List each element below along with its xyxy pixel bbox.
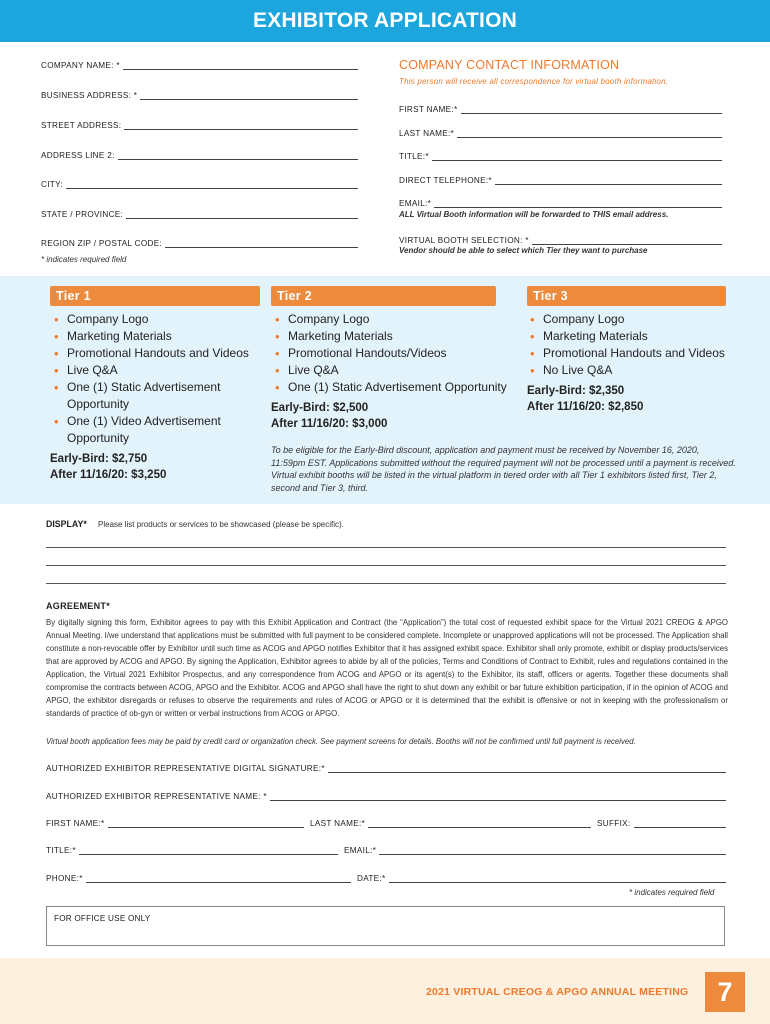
booth-selection-field[interactable] <box>399 233 722 245</box>
sig-first-name-field[interactable] <box>46 816 304 828</box>
display-label: DISPLAY* <box>46 519 87 529</box>
tier-3-early-bird-price: Early-Bird: $2,350 <box>527 385 625 397</box>
contact-title-field[interactable] <box>399 149 722 161</box>
sig-email-input-line[interactable] <box>379 847 726 855</box>
direct-telephone-input-line[interactable] <box>495 177 722 185</box>
address-line-2-field[interactable] <box>41 148 358 160</box>
state-province-field[interactable] <box>41 207 358 219</box>
address-line-2-input-line[interactable] <box>118 152 358 160</box>
street-address-label: STREET ADDRESS: <box>41 121 122 130</box>
tier-3-feature: • Marketing Materials <box>528 328 743 345</box>
sig-date-input-line[interactable] <box>389 875 727 883</box>
region-zip-field[interactable] <box>41 236 358 248</box>
tier-1-features <box>52 311 267 447</box>
page-number: 7 <box>705 972 745 1012</box>
contact-first-name-field[interactable] <box>399 102 722 114</box>
sig-title-input-line[interactable] <box>79 847 338 855</box>
signature-required-note: * indicates required field <box>629 888 715 897</box>
sig-date-label: DATE:* <box>357 874 386 883</box>
rep-name-field[interactable] <box>46 789 726 801</box>
company-name-label: COMPANY NAME: * <box>41 61 120 70</box>
business-address-label: BUSINESS ADDRESS: * <box>41 91 138 100</box>
sig-email-label: EMAIL:* <box>344 846 377 855</box>
tier-2-feature: • Marketing Materials <box>273 328 513 345</box>
tier-1-feature: • Company Logo <box>52 311 267 328</box>
contact-section-title: COMPANY CONTACT INFORMATION <box>399 58 620 72</box>
booth-selection-label: VIRTUAL BOOTH SELECTION: * <box>399 236 529 245</box>
street-address-field[interactable] <box>41 118 358 130</box>
tier-1-early-bird-price: Early-Bird: $2,750 <box>50 453 148 465</box>
contact-title-label: TITLE:* <box>399 152 429 161</box>
tier-1-badge: Tier 1 <box>50 286 260 306</box>
tier-1-feature: • Marketing Materials <box>52 328 267 345</box>
sig-phone-field[interactable] <box>46 871 351 883</box>
display-line-1[interactable] <box>46 547 726 548</box>
digital-signature-label: AUTHORIZED EXHIBITOR REPRESENTATIVE DIGITAL SIGNATURE:* <box>46 764 325 773</box>
tier-2-feature: • Live Q&A <box>273 362 513 379</box>
booth-selection-note: Vendor should be able to select which Tier they want to purchase <box>399 246 648 255</box>
tier-3-feature: • Company Logo <box>528 311 743 328</box>
sig-title-label: TITLE:* <box>46 846 76 855</box>
display-line-3[interactable] <box>46 583 726 584</box>
business-address-field[interactable] <box>41 88 358 100</box>
sig-suffix-field[interactable] <box>597 816 726 828</box>
tier-3-features <box>528 311 743 379</box>
email-note: ALL Virtual Booth information will be forwarded to THIS email address. <box>399 210 669 219</box>
city-input-line[interactable] <box>66 181 358 189</box>
booth-selection-input-line[interactable] <box>532 237 722 245</box>
rep-name-label: AUTHORIZED EXHIBITOR REPRESENTATIVE NAME: * <box>46 792 267 801</box>
rep-name-input-line[interactable] <box>270 793 726 801</box>
tier-2-badge: Tier 2 <box>271 286 496 306</box>
city-field[interactable] <box>41 177 358 189</box>
sig-title-field[interactable] <box>46 843 338 855</box>
direct-telephone-label: DIRECT TELEPHONE:* <box>399 176 492 185</box>
tier-1-feature: • One (1) Static Advertisement Opportunity <box>52 379 232 413</box>
contact-last-name-label: LAST NAME:* <box>399 129 455 138</box>
tier-3-badge: Tier 3 <box>527 286 726 306</box>
tier-2-feature: • Company Logo <box>273 311 513 328</box>
sig-phone-label: PHONE:* <box>46 874 83 883</box>
sig-phone-input-line[interactable] <box>86 875 351 883</box>
contact-first-name-label: FIRST NAME:* <box>399 105 458 114</box>
payment-note: Virtual booth application fees may be paid by credit card or organization check. See payment screens for details. Booths will not be confirmed until full payment is received. <box>46 737 636 746</box>
state-province-label: STATE / PROVINCE: <box>41 210 124 219</box>
contact-email-input-line[interactable] <box>434 200 722 208</box>
contact-last-name-input-line[interactable] <box>457 130 722 138</box>
address-line-2-label: ADDRESS LINE 2: <box>41 151 115 160</box>
page-title: EXHIBITOR APPLICATION <box>0 0 770 42</box>
contact-first-name-input-line[interactable] <box>461 106 723 114</box>
region-zip-label: REGION ZIP / POSTAL CODE: <box>41 239 163 248</box>
street-address-input-line[interactable] <box>124 122 358 130</box>
tier-2-feature: • Promotional Handouts/Videos <box>273 345 513 362</box>
sig-suffix-input-line[interactable] <box>634 820 727 828</box>
sig-first-name-label: FIRST NAME:* <box>46 819 105 828</box>
sig-email-field[interactable] <box>344 843 726 855</box>
sig-date-field[interactable] <box>357 871 726 883</box>
sig-last-name-label: LAST NAME:* <box>310 819 366 828</box>
contact-email-field[interactable] <box>399 196 722 208</box>
company-name-field[interactable] <box>41 58 358 70</box>
direct-telephone-field[interactable] <box>399 173 722 185</box>
early-bird-eligibility-note: To be eligible for the Early-Bird discount, application and payment must be received by November 16, 2020, 11:59pm EST. Applications submitted without the required payment will not be processed until a payment is received. Virtual exhibit booths will be listed in the virtual platform in tiered order with all Tier 1 exhibitors listed first, Tier 2, second and Tier 3, third. <box>271 445 736 493</box>
sig-suffix-label: SUFFIX: <box>597 819 631 828</box>
state-province-input-line[interactable] <box>126 211 358 219</box>
footer-meeting-title: 2021 VIRTUAL CREOG & APGO ANNUAL MEETING <box>426 986 689 998</box>
contact-email-label: EMAIL:* <box>399 199 432 208</box>
office-use-label: FOR OFFICE USE ONLY <box>54 914 151 923</box>
tier-3-feature: • No Live Q&A <box>528 362 743 379</box>
sig-last-name-input-line[interactable] <box>368 820 591 828</box>
tier-1-feature: • One (1) Video Advertisement Opportunity <box>52 413 242 447</box>
contact-section-subtitle: This person will receive all correspondence for virtual booth information. <box>399 77 669 86</box>
required-field-note: * indicates required field <box>41 255 127 264</box>
office-use-box <box>46 906 725 946</box>
company-name-input-line[interactable] <box>123 62 358 70</box>
business-address-input-line[interactable] <box>140 92 358 100</box>
tier-2-early-bird-price: Early-Bird: $2,500 <box>271 402 369 414</box>
tier-2-after-price: After 11/16/20: $3,000 <box>271 418 388 430</box>
display-hint: Please list products or services to be showcased (please be specific). <box>98 520 344 529</box>
sig-first-name-input-line[interactable] <box>108 820 305 828</box>
contact-last-name-field[interactable] <box>399 126 722 138</box>
tier-3-after-price: After 11/16/20: $2,850 <box>527 401 644 413</box>
tier-3-feature: • Promotional Handouts and Videos <box>528 345 743 362</box>
region-zip-input-line[interactable] <box>165 240 358 248</box>
city-label: CITY: <box>41 180 63 189</box>
tier-1-feature: • Live Q&A <box>52 362 267 379</box>
contact-title-input-line[interactable] <box>432 153 722 161</box>
agreement-title: AGREEMENT* <box>46 601 111 611</box>
tier-2-feature: • One (1) Static Advertisement Opportunity <box>273 379 513 396</box>
tier-2-features <box>273 311 513 396</box>
tier-1-after-price: After 11/16/20: $3,250 <box>50 469 167 481</box>
sig-last-name-field[interactable] <box>310 816 591 828</box>
digital-signature-field[interactable] <box>46 761 726 773</box>
agreement-body: By digitally signing this form, Exhibitor agrees to pay with this Exhibit Application and Contract (the “Application”) the total cost of requested exhibit space for the Virtual 2021 CREOG & APGO Annual Meeting. I/we understand that applications must be submitted with full payment to be considered complete. Incomplete or unapproved applications will not be processed. The Application shall constitute a non-revocable offer by Exhibitor until such time as ACOG and APGO notifies Exhibitor that it has assigned exhibit space. Exhibitor shall only promote, exhibit or display products/services that are approved by ACOG and APGO. By signing the Application, Exhibitor agrees to abide by all of the policies, Terms and Conditions of Contract to Exhibit, rules and regulations contained in the Application, the Virtual 2021 Exhibitor Prospectus, and any correspondence from ACOG and APGO or its agent(s) to the Exhibitor, its staff, officers or agents. Together these documents shall compromise the contracts between ACOG, APGO and the Exhibitor. ACOG and APGO shall have the right to shut down any exhibit or bar future exhibition participation, if in the opinion of ACOG and APGO, the exhibitor disregards or refuses to observe the requirements and rules of ACOG or APGO or it is determined that the exhibit is offensive or not in keeping with the professionalism or standards of practice of ob-gyn or written or verbal instructions from ACOG or APGO. <box>46 618 728 718</box>
tier-1-feature: • Promotional Handouts and Videos <box>52 345 267 362</box>
display-line-2[interactable] <box>46 565 726 566</box>
digital-signature-input-line[interactable] <box>328 765 726 773</box>
